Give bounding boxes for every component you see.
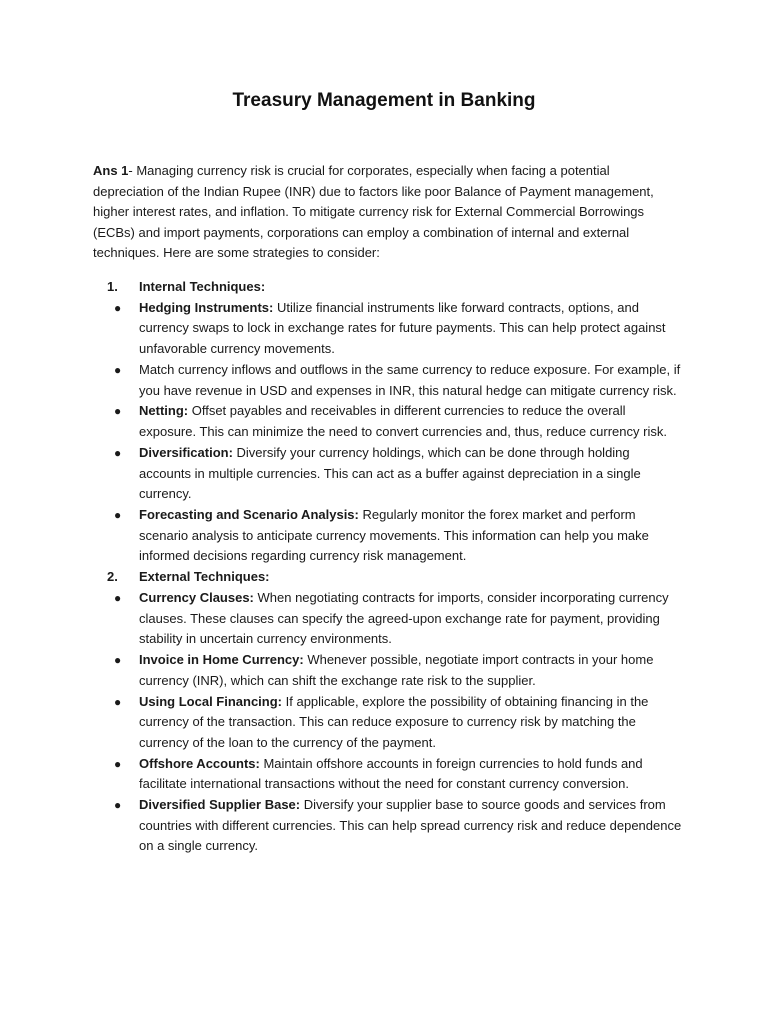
section-heading-external [93, 567, 683, 588]
item-term: Diversified Supplier Base: [139, 797, 301, 813]
item-text: Diversify your supplier base to source goods and services from countries with different currencies. This can help spread currency risk and reduce dependence on a single currency. [139, 797, 682, 854]
item-term: Offshore Accounts: [139, 755, 260, 771]
list-item [93, 298, 683, 360]
item-text: Whenever possible, negotiate import contracts in your home currency (INR), which can shift the exchange rate risk to the supplier. [139, 652, 654, 688]
list-item [93, 795, 683, 857]
list-item [93, 588, 683, 650]
item-text: Offset payables and receivables in different currencies to reduce the overall exposure. This can minimize the need to convert currencies and, thus, reduce currency risk. [139, 403, 667, 440]
item-text: Diversify your currency holdings, which can be done through holding accounts in multiple currencies. This can act as a buffer against depreciation in a single currency. [139, 444, 641, 502]
bullet-icon: ● [114, 653, 122, 668]
list-item [93, 754, 683, 795]
item-text: If applicable, explore the possibility of obtaining financing in the currency of the transaction. This can reduce exposure to currency risk by matching the currency of the loan to the currency of the payment. [139, 693, 649, 750]
item-text: Utilize financial instruments like forward contracts, options, and currency swaps to lock in exchange rates for future payments. This can help protect against unfavorable currency movements. [139, 299, 666, 357]
item-term: Forecasting and Scenario Analysis: [139, 507, 359, 523]
item-text: Match currency inflows and outflows in the same currency to reduce exposure. For example, if you have revenue in USD and expenses in INR, this natural hedge can mitigate currency risk. [139, 361, 681, 398]
bullet-icon: ● [114, 404, 122, 419]
bullet-icon: ● [114, 694, 122, 709]
bullet-icon: ● [114, 300, 122, 315]
intro-text: - Managing currency risk is crucial for corporates, especially when facing a potential depreciation of the Indian Rupee (INR) due to factors like poor Balance of Payment management, higher interest rates, and inflation. To mitigate currency risk for External Commercial Borrowings (ECBs) and import payments, corporations can employ a combination of internal and external techniques. Here are some strategies to consider: [93, 163, 654, 261]
list-item [93, 692, 683, 754]
item-term: Currency Clauses: [139, 589, 254, 605]
section-title: Internal Techniques: [139, 279, 266, 294]
section-number: 1. [107, 279, 118, 294]
section-title: External Techniques: [139, 569, 270, 585]
answer-label: Ans 1 [93, 163, 129, 178]
bullet-icon: ● [114, 508, 122, 523]
list-item [93, 505, 683, 567]
list-item [93, 650, 683, 691]
bullet-icon: ● [114, 756, 122, 771]
list-item [93, 360, 683, 401]
list-item [93, 443, 683, 505]
item-term: Diversification: [139, 444, 233, 460]
strategy-list [93, 277, 683, 857]
page-title: Treasury Management in Banking [232, 90, 536, 111]
intro-paragraph [93, 161, 683, 264]
section-number: 2. [107, 569, 118, 585]
list-item [93, 401, 683, 442]
item-term: Invoice in Home Currency: [139, 652, 304, 668]
item-term: Hedging Instruments: [139, 299, 274, 315]
section-heading-internal [93, 277, 683, 298]
item-term: Using Local Financing: [139, 693, 283, 709]
item-text: When negotiating contracts for imports, consider incorporating currency clauses. These clauses can specify the agreed-upon exchange rate for payment, providing stability in uncertain currency environments. [139, 589, 669, 647]
bullet-icon: ● [114, 445, 122, 460]
bullet-icon: ● [114, 590, 122, 605]
bullet-icon: ● [114, 798, 122, 813]
item-text: Regularly monitor the forex market and perform scenario analysis to anticipate currency movements. This information can help you make informed decisions regarding currency risk management. [139, 507, 649, 564]
item-text: Maintain offshore accounts in foreign currencies to hold funds and facilitate international transactions without the need for constant currency conversion. [139, 755, 643, 792]
bullet-icon: ● [114, 362, 122, 377]
item-term: Netting: [139, 403, 189, 419]
